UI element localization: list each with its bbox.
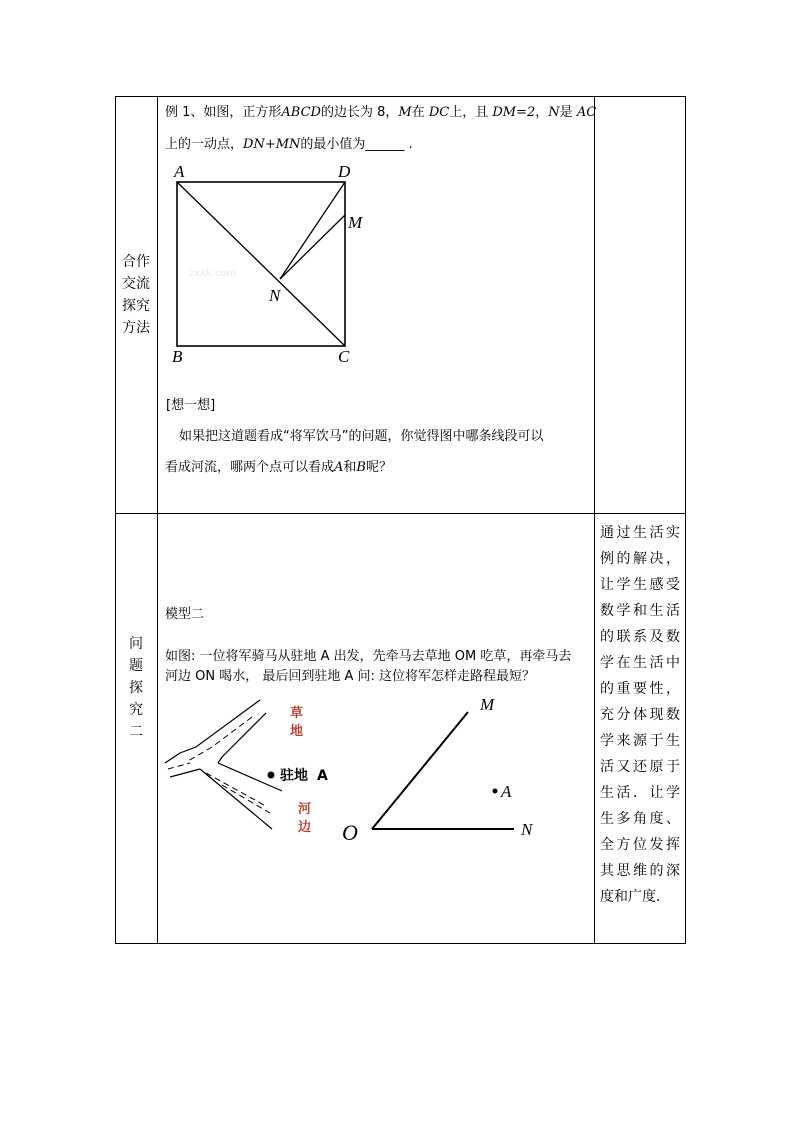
ray-om xyxy=(372,712,468,829)
model-title: 模型二 xyxy=(165,607,205,622)
segment-mn xyxy=(280,215,345,279)
camp-dot xyxy=(268,772,275,779)
text: 看成河流，哪两个点可以看成 xyxy=(165,460,335,475)
river-bank xyxy=(170,769,200,777)
label-d: D xyxy=(338,162,351,181)
label-o: O xyxy=(342,820,358,845)
text: 上的一动点， xyxy=(165,137,244,152)
think-line-2 xyxy=(165,459,392,476)
river-center xyxy=(168,763,190,769)
row2-label-line: 问 xyxy=(129,636,143,652)
river-bank xyxy=(200,769,272,829)
math-n: N xyxy=(548,105,560,120)
grass-label: 草 xyxy=(290,706,304,721)
text: 的边长为 8， xyxy=(320,105,399,120)
row2-label-line: 究 xyxy=(129,702,143,718)
math-square: ABCD xyxy=(281,105,321,120)
grass-label: 地 xyxy=(290,724,304,739)
math-dm: DM=2 xyxy=(492,105,536,120)
label-n: N xyxy=(269,286,281,305)
label-c: C xyxy=(338,347,350,366)
math-dc: DC xyxy=(428,105,450,120)
math-a: A xyxy=(334,460,344,475)
camp-label: 驻地 xyxy=(280,768,308,784)
label-m: M xyxy=(480,695,495,714)
think-title: [想一想] xyxy=(166,398,216,413)
table-row-divider xyxy=(115,513,686,514)
table-top-border xyxy=(115,96,686,97)
watermark: zxxk.com xyxy=(189,268,237,279)
river-bank xyxy=(180,700,260,753)
point-a-dot xyxy=(493,789,498,794)
text: 是 xyxy=(559,105,573,120)
row2-label xyxy=(115,633,157,743)
model-line-2: 河边 ON 喝水， 最后回到驻地 A 问: 这位将军怎样走路程最短？ xyxy=(165,669,536,684)
row1-label-line: 交流 xyxy=(122,276,150,292)
river-center xyxy=(188,717,252,761)
text: ， xyxy=(535,105,549,120)
river-center xyxy=(206,773,264,805)
think-line-1: 如果把这道题看成“将军饮马”的问题，你觉得图中哪条线段可以 xyxy=(179,429,544,444)
math-expr: DN+MN xyxy=(243,137,301,152)
map-sketch xyxy=(160,695,360,845)
angle-figure xyxy=(340,690,550,850)
problem-line-1 xyxy=(165,104,596,121)
model-line-1: 如图: 一位将军骑马从驻地 A 出发，先牵马去草地 OM 吃草，再牵马去 xyxy=(165,649,572,664)
text: 在 xyxy=(411,105,425,120)
row1-label-line: 合作 xyxy=(122,254,150,270)
text: 和 xyxy=(343,460,357,475)
math-ac: AC xyxy=(576,105,597,120)
text: 的最小值为______ . xyxy=(300,137,413,152)
side-note: 通过生活实例的解决，让学生感受数学和生活的联系及数学在生活中的重要性，充分体现数学来源于生活又还原于生活．让学生多角度、全方位发挥其思维的深度和广度． xyxy=(600,525,680,905)
segment-dn xyxy=(280,182,345,279)
label-a: A xyxy=(501,782,512,801)
river-center xyxy=(222,785,270,813)
row2-label-line: 二 xyxy=(129,724,143,740)
row1-label xyxy=(115,251,157,339)
table-col-divider-2 xyxy=(594,96,595,944)
label-n: N xyxy=(521,820,533,839)
river-bank xyxy=(165,753,180,763)
label-b: B xyxy=(172,347,183,366)
river-bank xyxy=(218,713,266,763)
river-label: 边 xyxy=(298,820,312,835)
math-b: B xyxy=(356,460,366,475)
diagonal-ac xyxy=(177,182,345,346)
row1-label-line: 方法 xyxy=(122,320,150,336)
row2-label-line: 探 xyxy=(129,680,143,696)
text: 呢？ xyxy=(365,460,392,475)
table-col-divider-1 xyxy=(157,96,158,944)
label-m: M xyxy=(348,213,363,232)
math-m: M xyxy=(398,105,412,120)
label-a: A xyxy=(174,162,185,181)
river-label: 河 xyxy=(298,802,312,817)
square-figure xyxy=(165,158,385,373)
table-right-border xyxy=(685,96,686,944)
problem-line-2 xyxy=(165,136,413,153)
row2-label-line: 题 xyxy=(129,658,143,674)
row1-label-line: 探究 xyxy=(122,298,150,314)
text: 上，且 xyxy=(449,105,489,120)
text: 例 1、如图，正方形 xyxy=(165,105,282,120)
table-bottom-border xyxy=(115,943,686,944)
table-left-border xyxy=(115,96,116,944)
camp-letter: A xyxy=(317,768,328,784)
